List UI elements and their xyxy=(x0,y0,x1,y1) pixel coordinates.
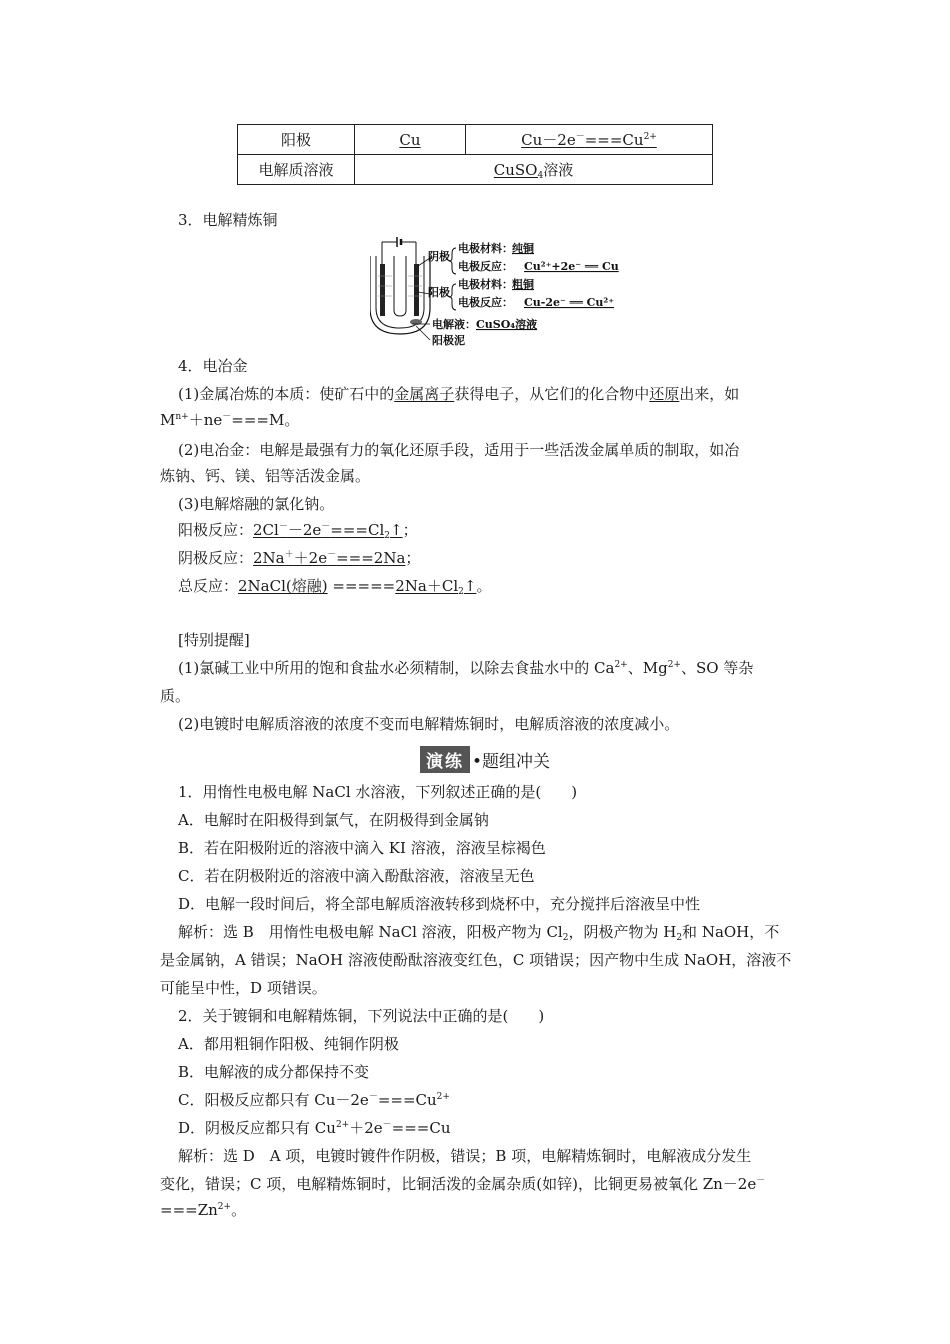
table-cell-solution: CuSO$_4$溶液 xyxy=(355,155,713,185)
electrolyte-label: 电解液： xyxy=(432,318,476,331)
electrorefining-diagram xyxy=(370,236,630,351)
question-stem: 1．用惰性电极电解 NaCl 水溶液，下列叙述正确的是( ) xyxy=(178,783,578,801)
answer-analysis: 是金属钠，A 错误；NaOH 溶液使酚酞溶液变红色，C 项错误；因产物中生成 NaOH，溶液不 xyxy=(160,951,792,969)
table-cell-label: 电解质溶液 xyxy=(238,155,355,185)
table-cell-label: 阳极 xyxy=(238,125,355,155)
option-a: A．都用粗铜作阳极、纯铜作阴极 xyxy=(178,1035,399,1053)
cathode-reaction-line: 阴极反应：2Na＋＋2e－===2Na； xyxy=(178,549,421,567)
anode-material-label: 电极材料： xyxy=(458,278,513,291)
anode-material: 粗铜 xyxy=(512,278,534,291)
table-row xyxy=(238,125,713,155)
section-title: 4．电冶金 xyxy=(178,357,248,375)
option-d: D．电解一段时间后，将全部电解质溶液转移到烧杯中，充分搅拌后溶液呈中性 xyxy=(178,895,701,913)
cathode-material-label: 电极材料： xyxy=(458,242,513,255)
anode-label: 阳极 xyxy=(428,286,450,299)
cathode-label: 阴极 xyxy=(428,250,450,263)
option-c: C．若在阴极附近的溶液中滴入酚酞溶液，溶液呈无色 xyxy=(178,867,535,885)
cathode-reaction-label: 电极反应： xyxy=(458,260,513,273)
paragraph: (3)电解熔融的氯化钠。 xyxy=(178,495,335,513)
electrolyte-value: CuSO₄溶液 xyxy=(476,318,538,331)
anode-reaction-line: 阳极反应：$2Cl^--2e^-===Cl_2↑$； xyxy=(178,521,418,541)
answer-analysis: 解析：选 D A 项，电镀时镀件作阴极，错误；B 项，电解精炼铜时，电解液成分发生 xyxy=(178,1147,752,1165)
answer-analysis: $===Zn^{2+}$。 xyxy=(160,1201,247,1219)
question-stem: 2．关于镀铜和电解精炼铜，下列说法中正确的是( ) xyxy=(178,1007,545,1025)
paragraph: (2)电冶金：电解是最强有力的氧化还原手段，适用于一些活泼金属单质的制取，如冶 xyxy=(178,441,740,459)
paragraph: (1)金属冶炼的本质：使矿石中的金属离子获得电子，从它们的化合物中还原出来，如 xyxy=(178,385,740,403)
total-reaction-line: 总反应：2NaCl(熔融) $=====2Na+Cl_2↑$。 xyxy=(178,577,492,597)
anode-reaction: Cu-2e⁻ ══ Cu²⁺ xyxy=(524,296,615,309)
anode-mud-label: 阳极泥 xyxy=(432,334,465,347)
cathode-material: 纯铜 xyxy=(512,242,534,255)
option-a: A．电解时在阳极得到氯气，在阴极得到金属钠 xyxy=(178,811,489,829)
answer-analysis: 解析：选 B 用惰性电极电解 NaCl 溶液，阳极产物为 $Cl_2$，阴极产物为 $H_2$和 NaOH，不 xyxy=(178,923,780,943)
table-cell-material: Cu xyxy=(355,125,466,155)
option-b: B．电解液的成分都保持不变 xyxy=(178,1063,370,1081)
cathode-reaction: Cu²⁺+2e⁻ ══ Cu xyxy=(524,260,619,273)
paragraph: 质。 xyxy=(160,687,191,705)
paragraph: 炼钠、钙、镁、铝等活泼金属。 xyxy=(160,467,371,485)
option-d: D．阴极反应都只有 $Cu^{2+}+2e^-===Cu$ xyxy=(178,1119,451,1137)
badge-box: 演练 xyxy=(420,746,470,773)
practice-badge xyxy=(420,746,550,772)
section-title: 3．电解精炼铜 xyxy=(178,211,278,229)
table-row xyxy=(238,155,713,185)
reminder-title: [特别提醒] xyxy=(178,631,250,649)
option-c: C．阳极反应都只有 $Cu-2e^-===Cu^{2+}$ xyxy=(178,1091,450,1109)
paragraph: (1)氯碱工业中所用的饱和食盐水必须精制，以除去食盐水中的 $Ca^{2+}$、$Mg^{2+}$、SO 等杂 xyxy=(178,659,754,677)
answer-analysis: 变化，错误；C 项，电解精炼铜时，比铜活泼的金属杂质(如锌)，比铜更易被氧化 Zn－2e－ xyxy=(160,1175,766,1193)
paragraph: (2)电镀时电解质溶液的浓度不变而电解精炼铜时，电解质溶液的浓度减小。 xyxy=(178,715,680,733)
answer-analysis: 可能呈中性，D 项错误。 xyxy=(160,979,327,997)
table-cell-reaction: $Cu-2e^-===Cu^{2+}$ xyxy=(466,125,713,155)
paragraph: $M^{n+}+ne^-===M$。 xyxy=(160,411,300,429)
anode-reaction-label: 电极反应： xyxy=(458,296,513,309)
electroplating-table xyxy=(237,124,713,185)
badge-text: •题组冲关 xyxy=(472,751,551,772)
option-b: B．若在阳极附近的溶液中滴入 KI 溶液，溶液呈棕褐色 xyxy=(178,839,546,857)
